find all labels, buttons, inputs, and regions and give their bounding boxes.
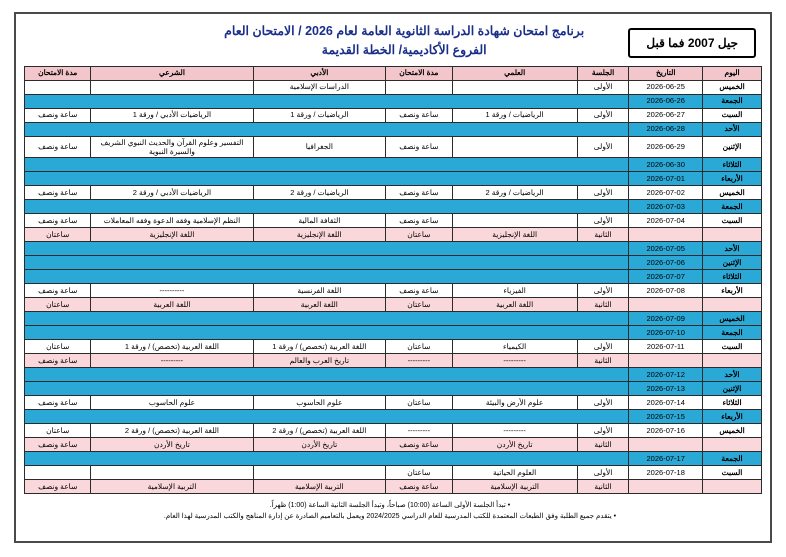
table-row — [25, 172, 762, 186]
table-body — [25, 80, 762, 494]
cell-holiday — [25, 326, 629, 340]
table-row — [25, 122, 762, 136]
cell-date: 2026-07-09 — [629, 312, 703, 326]
cell-day: الإثنين — [703, 382, 762, 396]
generation-badge: جيل 2007 فما قبل — [628, 28, 756, 58]
cell-session: الثانية — [577, 480, 629, 494]
cell-scientific: الرياضيات / ورقة 2 — [452, 186, 577, 200]
cell-date: 2026-07-13 — [629, 382, 703, 396]
column-header-session: الجلسة — [577, 66, 629, 80]
cell-holiday — [25, 312, 629, 326]
cell-session: الأولى — [577, 396, 629, 410]
cell-scientific: العلوم الحياتية — [452, 466, 577, 480]
cell-literary: اللغة العربية (تخصص) / ورقة 1 — [253, 340, 386, 354]
cell-literary: تاريخ الأردن — [253, 438, 386, 452]
table-row — [25, 94, 762, 108]
cell-sharia: علوم الحاسوب — [91, 396, 253, 410]
cell-duration-lit — [25, 466, 91, 480]
cell-session: الأولى — [577, 136, 629, 158]
cell-scientific: التربية الإسلامية — [452, 480, 577, 494]
table-row — [25, 368, 762, 382]
footnote-curriculum: • يتقدم جميع الطلبة وفق الطبعات المعتمدة للكتب المدرسية للعام الدراسي 2024/2025 ويعمل بالتعاميم الصادرة عن إدارة المناهج والكتب المدرسية لهذا العام. — [163, 513, 617, 521]
cell-sharia: --------- — [91, 354, 253, 368]
cell-duration-lit — [25, 80, 91, 94]
cell-date — [629, 480, 703, 494]
cell-date: 2026-06-30 — [629, 158, 703, 172]
table-row — [25, 214, 762, 228]
page-title: برنامج امتحان شهادة الدراسة الثانوية العامة لعام 2026 / الامتحان العام — [224, 24, 585, 38]
cell-literary: تاريخ العرب والعالم — [253, 354, 386, 368]
cell-day: الجمعة — [703, 452, 762, 466]
cell-sharia: اللغة العربية (تخصص) / ورقة 1 — [91, 340, 253, 354]
cell-day: الخميس — [703, 312, 762, 326]
cell-literary: اللغة الفرنسية — [253, 284, 386, 298]
cell-literary: اللغة العربية (تخصص) / ورقة 2 — [253, 424, 386, 438]
cell-day: الأربعاء — [703, 410, 762, 424]
cell-scientific: اللغة العربية — [452, 298, 577, 312]
cell-holiday — [25, 256, 629, 270]
cell-day: الثلاثاء — [703, 396, 762, 410]
cell-session: الأولى — [577, 284, 629, 298]
cell-day: الأحد — [703, 122, 762, 136]
cell-holiday — [25, 452, 629, 466]
cell-date: 2026-06-26 — [629, 94, 703, 108]
cell-session: الأولى — [577, 186, 629, 200]
cell-literary: الثقافة المالية — [253, 214, 386, 228]
cell-scientific: اللغة الإنجليزية — [452, 228, 577, 242]
cell-duration-sci: ساعة ونصف — [386, 480, 452, 494]
table-row — [25, 354, 762, 368]
table-row — [25, 424, 762, 438]
table-row — [25, 284, 762, 298]
cell-day: الثلاثاء — [703, 158, 762, 172]
cell-date: 2026-07-15 — [629, 410, 703, 424]
table-row — [25, 438, 762, 452]
cell-date: 2026-07-10 — [629, 326, 703, 340]
cell-day: الجمعة — [703, 94, 762, 108]
cell-date: 2026-07-07 — [629, 270, 703, 284]
cell-session: الثانية — [577, 228, 629, 242]
cell-duration-sci: ساعة ونصف — [386, 108, 452, 122]
cell-session: الأولى — [577, 108, 629, 122]
cell-holiday — [25, 158, 629, 172]
cell-date — [629, 354, 703, 368]
cell-duration-lit: ساعة ونصف — [25, 136, 91, 158]
table-row — [25, 340, 762, 354]
cell-day: السبت — [703, 108, 762, 122]
cell-date: 2026-07-16 — [629, 424, 703, 438]
cell-duration-lit: ساعة ونصف — [25, 480, 91, 494]
table-row — [25, 312, 762, 326]
column-header-scientific: العلمي — [452, 66, 577, 80]
cell-scientific: الرياضيات / ورقة 1 — [452, 108, 577, 122]
table-row — [25, 298, 762, 312]
cell-duration-lit: ساعة ونصف — [25, 284, 91, 298]
cell-day: الخميس — [703, 80, 762, 94]
cell-day: الأربعاء — [703, 284, 762, 298]
cell-session: الأولى — [577, 424, 629, 438]
cell-duration-sci: ساعة ونصف — [386, 438, 452, 452]
cell-day: السبت — [703, 466, 762, 480]
cell-sharia — [91, 80, 253, 94]
cell-session: الأولى — [577, 80, 629, 94]
cell-holiday — [25, 368, 629, 382]
cell-sharia: اللغة العربية — [91, 298, 253, 312]
footnotes — [24, 500, 762, 522]
cell-duration-lit: ساعتان — [25, 340, 91, 354]
cell-scientific: تاريخ الأردن — [452, 438, 577, 452]
cell-date: 2026-06-25 — [629, 80, 703, 94]
cell-sharia: الرياضيات الأدبي / ورقة 1 — [91, 108, 253, 122]
cell-day: السبت — [703, 214, 762, 228]
table-row — [25, 452, 762, 466]
cell-session: الثانية — [577, 438, 629, 452]
cell-date: 2026-07-05 — [629, 242, 703, 256]
cell-day: الأربعاء — [703, 172, 762, 186]
cell-sharia: التربية الإسلامية — [91, 480, 253, 494]
cell-sharia — [91, 466, 253, 480]
cell-date: 2026-07-08 — [629, 284, 703, 298]
cell-day — [703, 298, 762, 312]
cell-duration-sci: ساعتان — [386, 466, 452, 480]
cell-session: الأولى — [577, 466, 629, 480]
cell-duration-sci: ساعتان — [386, 298, 452, 312]
cell-duration-lit: ساعتان — [25, 298, 91, 312]
column-header-duration-sci: مدة الامتحان — [386, 66, 452, 80]
cell-literary: علوم الحاسوب — [253, 396, 386, 410]
cell-holiday — [25, 122, 629, 136]
cell-date: 2026-06-27 — [629, 108, 703, 122]
cell-scientific: --------- — [452, 354, 577, 368]
table-row — [25, 480, 762, 494]
column-header-sharia: الشرعي — [91, 66, 253, 80]
column-header-day: اليوم — [703, 66, 762, 80]
table-row — [25, 228, 762, 242]
cell-day: الإثنين — [703, 136, 762, 158]
cell-literary: اللغة العربية — [253, 298, 386, 312]
cell-duration-lit: ساعة ونصف — [25, 354, 91, 368]
table-row — [25, 326, 762, 340]
cell-scientific — [452, 80, 577, 94]
table-header-row — [25, 66, 762, 80]
cell-day: الخميس — [703, 186, 762, 200]
cell-literary: الجغرافيا — [253, 136, 386, 158]
cell-holiday — [25, 410, 629, 424]
cell-date: 2026-07-12 — [629, 368, 703, 382]
cell-duration-lit: ساعة ونصف — [25, 396, 91, 410]
cell-sharia: الرياضيات الأدبي / ورقة 2 — [91, 186, 253, 200]
cell-duration-sci: ساعة ونصف — [386, 136, 452, 158]
cell-holiday — [25, 200, 629, 214]
cell-date: 2026-07-06 — [629, 256, 703, 270]
cell-scientific — [452, 136, 577, 158]
cell-holiday — [25, 242, 629, 256]
cell-holiday — [25, 172, 629, 186]
cell-duration-lit: ساعة ونصف — [25, 438, 91, 452]
cell-day: الأحد — [703, 242, 762, 256]
table-row — [25, 270, 762, 284]
cell-holiday — [25, 270, 629, 284]
cell-literary — [253, 466, 386, 480]
table-row — [25, 108, 762, 122]
table-row — [25, 410, 762, 424]
cell-scientific: الفيزياء — [452, 284, 577, 298]
cell-duration-sci: ساعتان — [386, 340, 452, 354]
cell-duration-sci: ساعة ونصف — [386, 186, 452, 200]
cell-date: 2026-07-02 — [629, 186, 703, 200]
table-row — [25, 80, 762, 94]
table-row — [25, 466, 762, 480]
cell-date: 2026-07-17 — [629, 452, 703, 466]
cell-duration-lit: ساعة ونصف — [25, 214, 91, 228]
cell-scientific: --------- — [452, 424, 577, 438]
cell-sharia: اللغة العربية (تخصص) / ورقة 2 — [91, 424, 253, 438]
cell-holiday — [25, 94, 629, 108]
cell-duration-lit: ساعة ونصف — [25, 108, 91, 122]
cell-duration-sci — [386, 80, 452, 94]
column-header-date: التاريخ — [629, 66, 703, 80]
table-row — [25, 186, 762, 200]
cell-duration-sci: --------- — [386, 424, 452, 438]
cell-date: 2026-07-11 — [629, 340, 703, 354]
cell-date: 2026-06-29 — [629, 136, 703, 158]
cell-literary: الرياضيات / ورقة 1 — [253, 108, 386, 122]
cell-day — [703, 228, 762, 242]
cell-day: الثلاثاء — [703, 270, 762, 284]
cell-duration-sci: ساعتان — [386, 228, 452, 242]
footnote-session-times: • تبدأ الجلسة الأولى الساعة (10:00) صباحاً، وتبدأ الجلسة الثانية الساعة (1:00) ظهراً. — [269, 502, 511, 510]
cell-day — [703, 480, 762, 494]
cell-sharia: التفسير وعلوم القرآن والحديث النبوي الشريف والسيرة النبوية — [91, 136, 253, 158]
cell-date: 2026-07-03 — [629, 200, 703, 214]
document-header — [24, 16, 762, 64]
document-content — [14, 10, 772, 523]
table-row — [25, 136, 762, 158]
cell-literary: الرياضيات / ورقة 2 — [253, 186, 386, 200]
cell-literary: التربية الإسلامية — [253, 480, 386, 494]
page-subtitle: الفروع الأكاديمية/ الخطة القديمة — [321, 42, 487, 57]
cell-session: الثانية — [577, 298, 629, 312]
cell-day: الجمعة — [703, 326, 762, 340]
cell-date: 2026-07-18 — [629, 466, 703, 480]
table-row — [25, 396, 762, 410]
table-row — [25, 158, 762, 172]
cell-duration-sci: ساعتان — [386, 396, 452, 410]
cell-literary: اللغة الإنجليزية — [253, 228, 386, 242]
cell-duration-sci: ساعة ونصف — [386, 214, 452, 228]
cell-duration-lit: ساعة ونصف — [25, 186, 91, 200]
cell-sharia: تاريخ الأردن — [91, 438, 253, 452]
cell-date — [629, 228, 703, 242]
cell-literary: الدراسات الإسلامية — [253, 80, 386, 94]
exam-schedule-table — [24, 66, 762, 495]
cell-duration-lit: ساعتان — [25, 424, 91, 438]
cell-day: الخميس — [703, 424, 762, 438]
cell-day: الإثنين — [703, 256, 762, 270]
cell-day: الأحد — [703, 368, 762, 382]
cell-day: الجمعة — [703, 200, 762, 214]
cell-scientific — [452, 214, 577, 228]
cell-date: 2026-07-04 — [629, 214, 703, 228]
cell-date: 2026-07-01 — [629, 172, 703, 186]
table-row — [25, 382, 762, 396]
cell-day: السبت — [703, 340, 762, 354]
cell-holiday — [25, 382, 629, 396]
cell-session: الأولى — [577, 214, 629, 228]
cell-day — [703, 438, 762, 452]
table-row — [25, 242, 762, 256]
cell-session: الثانية — [577, 354, 629, 368]
table-row — [25, 200, 762, 214]
cell-date — [629, 438, 703, 452]
cell-day — [703, 354, 762, 368]
cell-session: الأولى — [577, 340, 629, 354]
column-header-literary: الأدبي — [253, 66, 386, 80]
cell-sharia: ---------- — [91, 284, 253, 298]
title-block — [180, 22, 628, 60]
table-row — [25, 256, 762, 270]
cell-duration-sci: ساعة ونصف — [386, 284, 452, 298]
cell-date — [629, 298, 703, 312]
cell-sharia: اللغة الإنجليزية — [91, 228, 253, 242]
cell-date: 2026-07-14 — [629, 396, 703, 410]
column-header-duration-lit: مدة الامتحان — [25, 66, 91, 80]
cell-scientific: علوم الأرض والبيئة — [452, 396, 577, 410]
cell-sharia: النظم الإسلامية وفقه الدعوة وفقه المعاملات — [91, 214, 253, 228]
cell-scientific: الكيمياء — [452, 340, 577, 354]
cell-date: 2026-06-28 — [629, 122, 703, 136]
cell-duration-sci: --------- — [386, 354, 452, 368]
cell-duration-lit: ساعتان — [25, 228, 91, 242]
